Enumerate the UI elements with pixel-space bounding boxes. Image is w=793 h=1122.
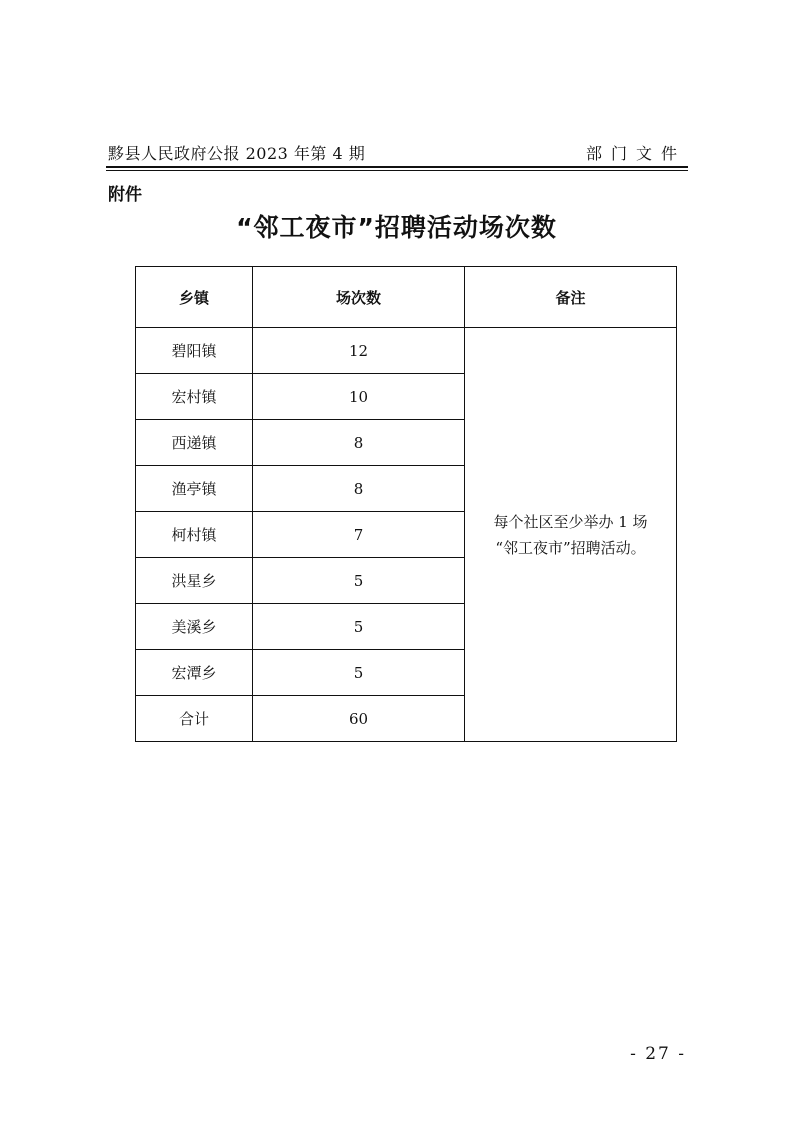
count-cell: 5	[253, 650, 465, 696]
count-cell: 5	[253, 604, 465, 650]
count-cell: 12	[253, 328, 465, 374]
table-header-row	[136, 267, 677, 328]
section-label: 部门文件	[585, 144, 686, 163]
sessions-table	[135, 266, 677, 742]
publication-title: 黟县人民政府公报 2023 年第 4 期	[108, 144, 366, 163]
note-line-1: 每个社区至少举办 1 场	[493, 512, 648, 531]
column-header-town: 乡镇	[136, 267, 253, 328]
count-cell: 5	[253, 558, 465, 604]
attachment-label: 附件	[108, 185, 142, 205]
table-row	[136, 328, 677, 374]
town-cell: 美溪乡	[136, 604, 253, 650]
town-cell: 西递镇	[136, 420, 253, 466]
count-cell: 8	[253, 466, 465, 512]
count-cell: 8	[253, 420, 465, 466]
town-cell: 柯村镇	[136, 512, 253, 558]
town-cell: 碧阳镇	[136, 328, 253, 374]
town-cell: 宏潭乡	[136, 650, 253, 696]
header-rule-thick	[106, 166, 688, 168]
note-cell	[465, 328, 677, 742]
count-cell: 7	[253, 512, 465, 558]
town-cell: 宏村镇	[136, 374, 253, 420]
header-rule-thin	[106, 170, 688, 171]
column-header-note: 备注	[465, 267, 677, 328]
column-header-count: 场次数	[253, 267, 465, 328]
total-count-cell: 60	[253, 696, 465, 742]
document-title: “邻工夜市”招聘活动场次数	[236, 213, 557, 242]
count-cell: 10	[253, 374, 465, 420]
town-cell: 洪星乡	[136, 558, 253, 604]
page-number: - 27 -	[630, 1044, 686, 1064]
total-label-cell: 合计	[136, 696, 253, 742]
note-line-2: “邻工夜市”招聘活动。	[495, 538, 646, 557]
town-cell: 渔亭镇	[136, 466, 253, 512]
